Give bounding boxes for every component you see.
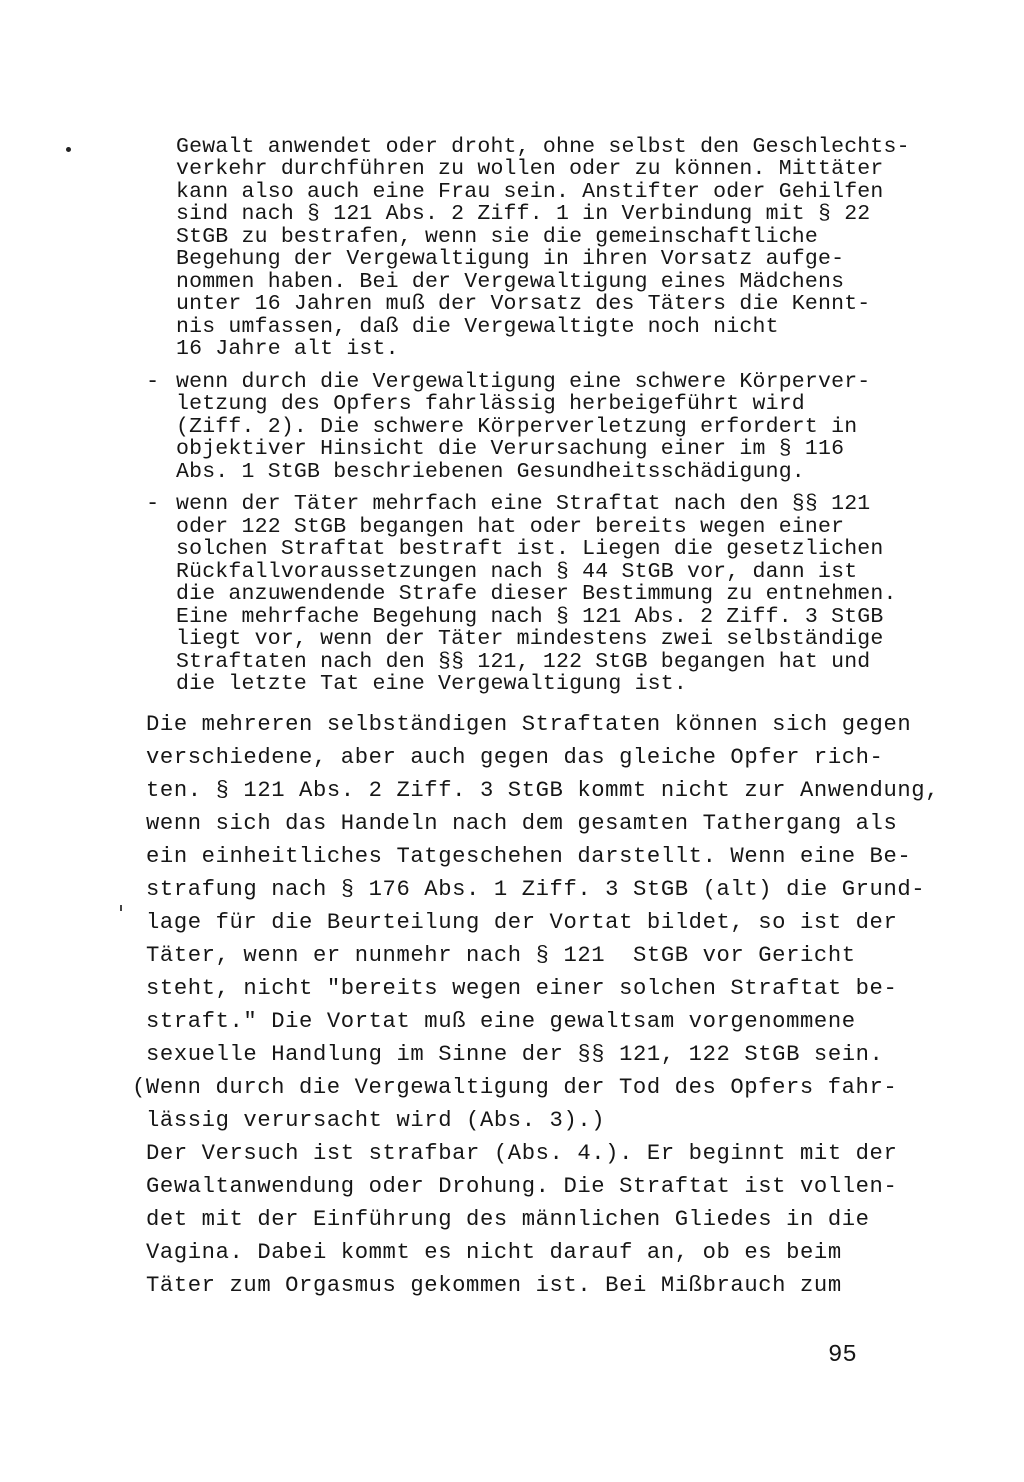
text-line: straft." Die Vortat muß eine gewaltsam vorgenommene — [146, 1009, 856, 1034]
text-line: wenn sich das Handeln nach dem gesamten Tathergang als — [146, 811, 898, 836]
text-line: Die mehreren selbständigen Straftaten können sich gegen — [146, 712, 912, 737]
text-line: letzung des Opfers fahrlässig herbeigeführt wird — [176, 392, 805, 416]
text-line: sind nach § 121 Abs. 2 Ziff. 1 in Verbindung mit § 22 — [176, 202, 871, 226]
text-line: Der Versuch ist strafbar (Abs. 4.). Er beginnt mit der — [146, 1141, 898, 1166]
text-line: Straftaten nach den §§ 121, 122 StGB begangen hat und — [176, 650, 871, 674]
text-line: 16 Jahre alt ist. — [176, 337, 399, 361]
text-line: Gewalt anwendet oder droht, ohne selbst den Geschlechts- — [176, 135, 910, 159]
margin-tick-mark — [120, 905, 122, 911]
text-line: liegt vor, wenn der Täter mindestens zwei selbständige — [176, 627, 884, 651]
text-line: ten. § 121 Abs. 2 Ziff. 3 StGB kommt nicht zur Anwendung, — [146, 778, 940, 803]
text-line: verkehr durchführen zu wollen oder zu können. Mittäter — [176, 157, 884, 181]
text-line: kann also auch eine Frau sein. Anstifter oder Gehilfen — [176, 180, 884, 204]
text-line: unter 16 Jahren muß der Vorsatz des Täters die Kennt- — [176, 292, 871, 316]
text-line: det mit der Einführung des männlichen Gliedes in die — [146, 1207, 870, 1232]
text-line: lage für die Beurteilung der Vortat bildet, so ist der — [146, 910, 898, 935]
text-line: sexuelle Handlung im Sinne der §§ 121, 122 StGB sein. — [146, 1042, 884, 1067]
text-line: die anzuwendende Strafe dieser Bestimmung zu entnehmen. — [176, 582, 897, 606]
text-line: oder 122 StGB begangen hat oder bereits wegen einer — [176, 515, 845, 539]
text-line: lässig verursacht wird (Abs. 3).) — [146, 1108, 606, 1133]
text-line: wenn der Täter mehrfach eine Straftat nach den §§ 121 — [176, 492, 871, 516]
text-line: Abs. 1 StGB beschriebenen Gesundheitsschädigung. — [176, 460, 805, 484]
text-line: Vagina. Dabei kommt es nicht darauf an, ob es beim — [146, 1240, 842, 1265]
text-line: solchen Straftat bestraft ist. Liegen die gesetzlichen — [176, 537, 884, 561]
page-number: 95 — [828, 1342, 857, 1369]
text-line: verschiedene, aber auch gegen das gleiche Opfer rich- — [146, 745, 884, 770]
text-line: Rückfallvoraussetzungen nach § 44 StGB vor, dann ist — [176, 560, 858, 584]
text-line: (Wenn durch die Vergewaltigung der Tod des Opfers fahr- — [132, 1075, 898, 1100]
text-line: Begehung der Vergewaltigung in ihren Vorsatz aufge- — [176, 247, 845, 271]
text-line: nommen haben. Bei der Vergewaltigung eines Mädchens — [176, 270, 845, 294]
margin-dot-mark — [66, 147, 71, 152]
dash-bullet: - — [146, 369, 160, 394]
text-line: Täter, wenn er nunmehr nach § 121 StGB vor Gericht — [146, 943, 856, 968]
text-line: Eine mehrfache Begehung nach § 121 Abs. 2 Ziff. 3 StGB — [176, 605, 884, 629]
text-line: nis umfassen, daß die Vergewaltigte noch nicht — [176, 315, 779, 339]
text-line: (Ziff. 2). Die schwere Körperverletzung erfordert in — [176, 415, 858, 439]
text-line: die letzte Tat eine Vergewaltigung ist. — [176, 672, 687, 696]
text-line: strafung nach § 176 Abs. 1 Ziff. 3 StGB (alt) die Grund- — [146, 877, 926, 902]
text-line: steht, nicht "bereits wegen einer solchen Straftat be- — [146, 976, 898, 1001]
dash-bullet: - — [146, 491, 160, 516]
text-line: Gewaltanwendung oder Drohung. Die Straftat ist vollen- — [146, 1174, 898, 1199]
text-line: objektiver Hinsicht die Verursachung einer im § 116 — [176, 437, 845, 461]
text-line: wenn durch die Vergewaltigung eine schwere Körperver- — [176, 370, 871, 394]
text-line: ein einheitliches Tatgeschehen darstellt. Wenn eine Be- — [146, 844, 912, 869]
text-line: StGB zu bestrafen, wenn sie die gemeinschaftliche — [176, 225, 819, 249]
text-line: Täter zum Orgasmus gekommen ist. Bei Mißbrauch zum — [146, 1273, 842, 1298]
